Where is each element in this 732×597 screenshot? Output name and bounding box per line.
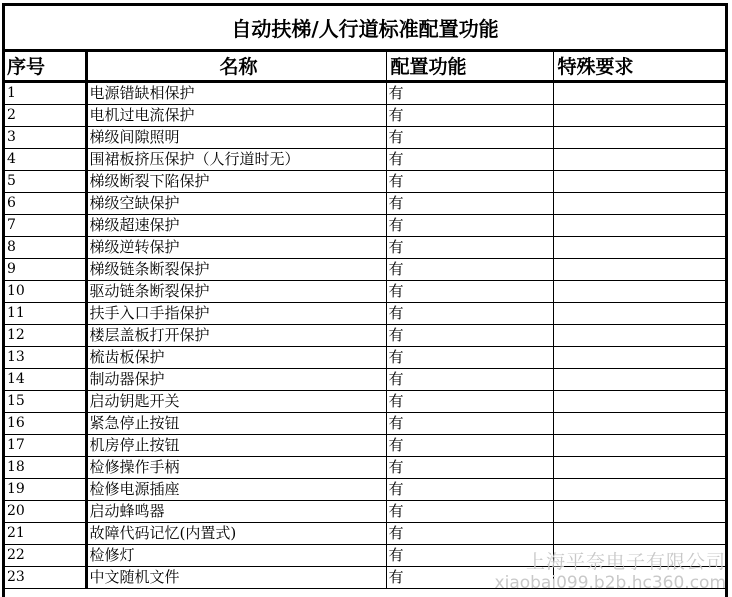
- cell-seq: 13: [5, 346, 86, 368]
- cell-config: 有: [386, 126, 553, 148]
- table-row: [5, 522, 725, 544]
- table-row: [5, 192, 725, 214]
- cell-name: 驱动链条断裂保护: [86, 280, 386, 302]
- cell-seq: 10: [5, 280, 86, 302]
- table-title: 自动扶梯/人行道标准配置功能: [5, 6, 725, 52]
- table-row: [5, 478, 725, 500]
- cell-special: [553, 390, 725, 412]
- cell-seq: 18: [5, 456, 86, 478]
- table-row: [5, 302, 725, 324]
- cell-special: [553, 478, 725, 500]
- table-row: [5, 170, 725, 192]
- cell-name: 梯级逆转保护: [86, 236, 386, 258]
- cell-config: 有: [386, 324, 553, 346]
- table-row: [5, 104, 725, 126]
- cell-name: 围裙板挤压保护（人行道时无）: [86, 148, 386, 170]
- cell-name: 中文随机文件: [86, 566, 386, 588]
- table-row: [5, 126, 725, 148]
- cell-seq: 6: [5, 192, 86, 214]
- cell-config: 有: [386, 214, 553, 236]
- cell-config: 有: [386, 192, 553, 214]
- table-row: [5, 390, 725, 412]
- header-seq: 序号: [5, 52, 86, 81]
- table-row: [5, 346, 725, 368]
- cell-special: [553, 81, 725, 104]
- cell-name: 机房停止按钮: [86, 434, 386, 456]
- cell-special: [553, 368, 725, 390]
- cell-special: [553, 324, 725, 346]
- cell-config: 有: [386, 412, 553, 434]
- table-row: [5, 148, 725, 170]
- cell-config: 有: [386, 81, 553, 104]
- cell-special: [553, 302, 725, 324]
- cell-config: 有: [386, 302, 553, 324]
- cell-config: 有: [386, 478, 553, 500]
- cell-name: 检修操作手柄: [86, 456, 386, 478]
- cell-seq: 14: [5, 368, 86, 390]
- table-row: [5, 236, 725, 258]
- table-row: [5, 258, 725, 280]
- cell-config: 有: [386, 280, 553, 302]
- cell-seq: 16: [5, 412, 86, 434]
- spreadsheet: [2, 3, 728, 597]
- table-body: [5, 81, 725, 588]
- cell-special: [553, 434, 725, 456]
- watermark-company: 上海平奈电子有限公司: [525, 551, 726, 573]
- cell-name: 梳齿板保护: [86, 346, 386, 368]
- cell-special: [553, 192, 725, 214]
- cell-name: 检修电源插座: [86, 478, 386, 500]
- table-row: [5, 214, 725, 236]
- cell-seq: 11: [5, 302, 86, 324]
- cell-name: 检修灯: [86, 544, 386, 566]
- cell-seq: 21: [5, 522, 86, 544]
- cell-seq: 12: [5, 324, 86, 346]
- table-row: [5, 566, 725, 588]
- cell-special: [553, 500, 725, 522]
- cell-seq: 22: [5, 544, 86, 566]
- cell-seq: 5: [5, 170, 86, 192]
- cell-name: 梯级间隙照明: [86, 126, 386, 148]
- cell-seq: 15: [5, 390, 86, 412]
- cell-config: 有: [386, 522, 553, 544]
- cell-seq: 20: [5, 500, 86, 522]
- cell-config: 有: [386, 104, 553, 126]
- cell-special: [553, 148, 725, 170]
- cell-special: [553, 456, 725, 478]
- table-row: [5, 456, 725, 478]
- table-row: [5, 81, 725, 104]
- cell-name: 制动器保护: [86, 368, 386, 390]
- watermark-url: xiaobai099.b2b.hc360.com: [494, 573, 726, 593]
- cell-name: 梯级链条断裂保护: [86, 258, 386, 280]
- cell-special: [553, 258, 725, 280]
- cell-config: 有: [386, 434, 553, 456]
- cell-config: 有: [386, 566, 553, 588]
- header-config: 配置功能: [386, 52, 553, 81]
- cell-name: 梯级空缺保护: [86, 192, 386, 214]
- cell-seq: 17: [5, 434, 86, 456]
- cell-name: 电机过电流保护: [86, 104, 386, 126]
- cell-seq: 9: [5, 258, 86, 280]
- cell-name: 紧急停止按钮: [86, 412, 386, 434]
- cell-seq: 19: [5, 478, 86, 500]
- cell-special: [553, 126, 725, 148]
- header-name: 名称: [86, 52, 386, 81]
- table-row: [5, 280, 725, 302]
- cell-special: [553, 412, 725, 434]
- cell-seq: 1: [5, 81, 86, 104]
- table-row: [5, 544, 725, 566]
- cell-name: 电源错缺相保护: [86, 81, 386, 104]
- header-special: 特殊要求: [553, 52, 725, 81]
- cell-config: 有: [386, 346, 553, 368]
- cell-config: 有: [386, 500, 553, 522]
- cell-seq: 23: [5, 566, 86, 588]
- cell-config: 有: [386, 258, 553, 280]
- cell-seq: 3: [5, 126, 86, 148]
- cell-special: [553, 104, 725, 126]
- cell-special: [553, 170, 725, 192]
- config-table: [5, 52, 725, 589]
- cell-config: 有: [386, 544, 553, 566]
- cell-name: 启动蜂鸣器: [86, 500, 386, 522]
- table-row: [5, 368, 725, 390]
- cell-special: [553, 566, 725, 588]
- cell-name: 梯级超速保护: [86, 214, 386, 236]
- cell-special: [553, 214, 725, 236]
- cell-name: 梯级断裂下陷保护: [86, 170, 386, 192]
- cell-config: 有: [386, 236, 553, 258]
- cell-config: 有: [386, 456, 553, 478]
- cell-config: 有: [386, 148, 553, 170]
- cell-special: [553, 522, 725, 544]
- table-row: [5, 412, 725, 434]
- cell-name: 启动钥匙开关: [86, 390, 386, 412]
- cell-seq: 8: [5, 236, 86, 258]
- cell-special: [553, 544, 725, 566]
- cell-name: 故障代码记忆(内置式): [86, 522, 386, 544]
- cell-name: 楼层盖板打开保护: [86, 324, 386, 346]
- cell-name: 扶手入口手指保护: [86, 302, 386, 324]
- cell-seq: 2: [5, 104, 86, 126]
- cell-config: 有: [386, 170, 553, 192]
- cell-config: 有: [386, 368, 553, 390]
- table-row: [5, 324, 725, 346]
- cell-special: [553, 346, 725, 368]
- table-row: [5, 500, 725, 522]
- cell-config: 有: [386, 390, 553, 412]
- cell-seq: 4: [5, 148, 86, 170]
- cell-special: [553, 236, 725, 258]
- table-row: [5, 434, 725, 456]
- cell-special: [553, 280, 725, 302]
- cell-seq: 7: [5, 214, 86, 236]
- header-row: [5, 52, 725, 81]
